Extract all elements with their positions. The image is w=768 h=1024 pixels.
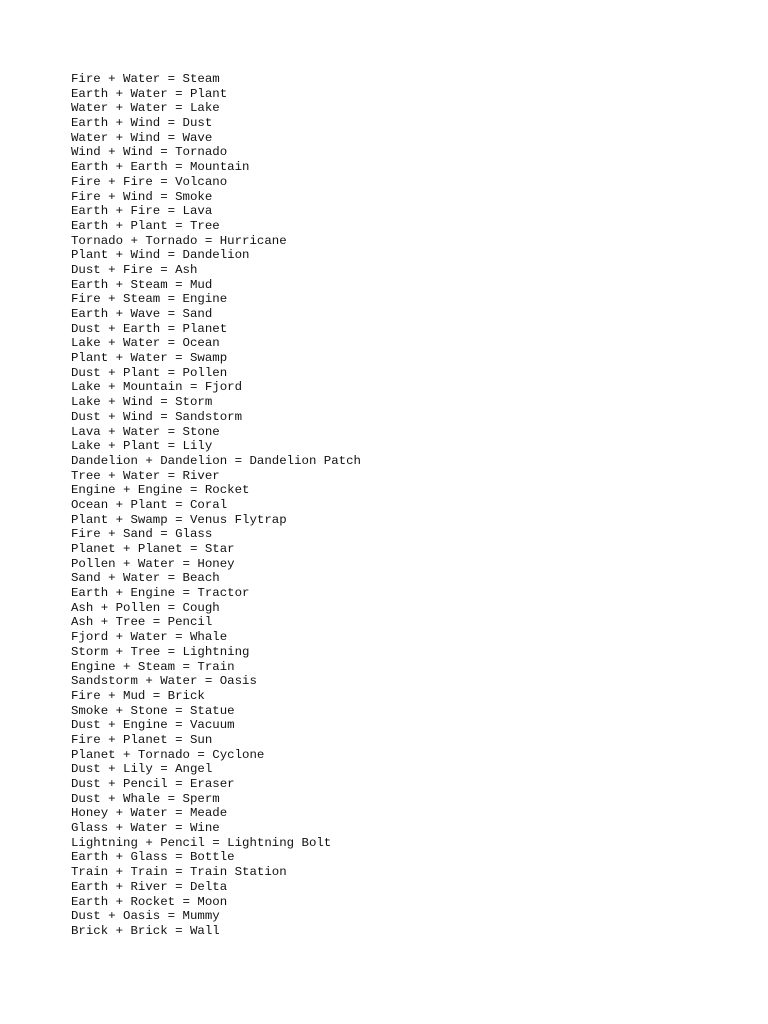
recipe-line: Plant + Swamp = Venus Flytrap [71,512,287,527]
recipe-line: Sandstorm + Water = Oasis [71,674,257,689]
recipe-line: Smoke + Stone = Statue [71,703,235,718]
recipe-line: Dust + Lily = Angel [71,762,213,777]
recipe-line: Fjord + Water = Whale [71,630,228,645]
recipe-line: Planet + Tornado = Cyclone [71,747,265,762]
recipe-line: Dandelion + Dandelion = Dandelion Patch [71,453,361,468]
recipe-line: Glass + Water = Wine [71,821,220,836]
recipe-line: Train + Train = Train Station [71,865,287,880]
recipe-line: Dust + Earth = Planet [71,321,228,336]
recipe-line: Ocean + Plant = Coral [71,497,228,512]
recipe-line: Fire + Sand = Glass [71,527,213,542]
recipe-line: Earth + Fire = Lava [71,204,213,219]
recipe-line: Tornado + Tornado = Hurricane [71,233,287,248]
recipe-line: Fire + Planet = Sun [71,732,213,747]
recipe-line: Fire + Water = Steam [71,72,220,86]
recipe-line: Earth + Steam = Mud [71,277,213,292]
recipe-line: Lake + Water = Ocean [71,336,220,351]
recipe-line: Engine + Engine = Rocket [71,483,250,498]
recipe-line: Planet + Planet = Star [71,542,235,556]
recipe-line: Lake + Wind = Storm [71,395,213,410]
recipe-line: Earth + Glass = Bottle [71,850,235,865]
recipe-line: Dust + Wind = Sandstorm [71,409,243,424]
recipe-line: Wind + Wind = Tornado [71,145,228,160]
recipe-line: Storm + Tree = Lightning [71,644,250,659]
recipe-line: Plant + Water = Swamp [71,351,228,366]
recipe-line: Earth + Water = Plant [71,86,228,101]
recipe-line: Fire + Steam = Engine [71,292,228,307]
recipe-line: Fire + Wind = Smoke [71,189,213,204]
recipe-line: Earth + Rocket = Moon [71,894,228,909]
recipe-line: Earth + Engine = Tractor [71,586,250,601]
recipe-line: Dust + Oasis = Mummy [71,909,220,924]
recipe-line: Water + Wind = Wave [71,130,213,145]
recipe-line: Earth + River = Delta [71,879,228,894]
document-page [71,72,751,939]
recipe-line: Lava + Water = Stone [71,424,220,439]
recipe-line: Earth + Earth = Mountain [71,160,250,175]
recipe-line: Plant + Wind = Dandelion [71,248,250,263]
recipe-line: Honey + Water = Meade [71,806,228,821]
recipe-line: Earth + Plant = Tree [71,218,220,233]
recipe-line: Earth + Wind = Dust [71,116,213,131]
recipe-line: Lake + Plant = Lily [71,439,213,454]
recipe-list [71,72,751,939]
recipe-line: Brick + Brick = Wall [71,923,220,938]
recipe-line: Dust + Pencil = Eraser [71,777,235,791]
recipe-line: Ash + Tree = Pencil [71,615,213,630]
recipe-line: Fire + Mud = Brick [71,688,205,703]
recipe-line: Pollen + Water = Honey [71,556,235,571]
recipe-line: Fire + Fire = Volcano [71,174,228,189]
recipe-line: Water + Water = Lake [71,101,220,116]
recipe-line: Lake + Mountain = Fjord [71,380,243,395]
recipe-line: Dust + Plant = Pollen [71,365,228,380]
recipe-line: Dust + Whale = Sperm [71,791,220,806]
recipe-line: Earth + Wave = Sand [71,307,213,321]
recipe-line: Engine + Steam = Train [71,659,235,674]
recipe-line: Lightning + Pencil = Lightning Bolt [71,835,332,850]
recipe-line: Ash + Pollen = Cough [71,600,220,615]
recipe-line: Sand + Water = Beach [71,571,220,586]
recipe-line: Dust + Fire = Ash [71,262,198,277]
recipe-line: Tree + Water = River [71,468,220,483]
recipe-line: Dust + Engine = Vacuum [71,718,235,733]
